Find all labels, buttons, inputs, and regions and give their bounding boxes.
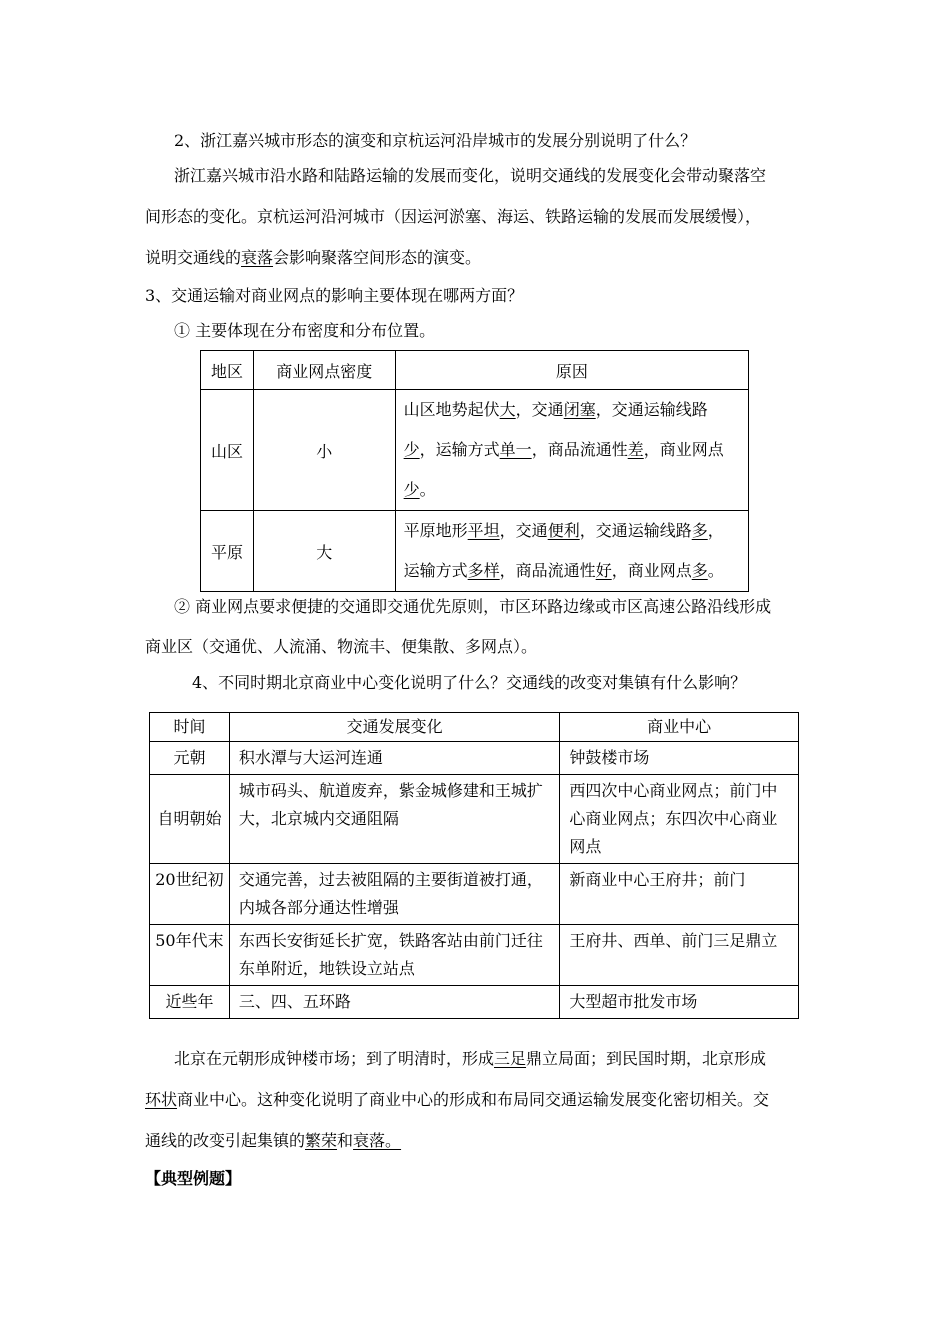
q3-point-1: ① 主要体现在分布密度和分布位置。 [174,321,436,340]
q4-title: 4、不同时期北京商业中心变化说明了什么？交通线的改变对集镇有什么影响？ [192,673,747,692]
center-cell: 新商业中心王府井；前门 [560,864,799,925]
q2-answer-line-1: 浙江嘉兴城市沿水路和陆路运输的发展而变化，说明交通线的发展变化会带动聚落空 [174,166,767,185]
q2-answer-line-2: 间形态的变化。京杭运河沿河城市（因运河淤塞、海运、铁路运输的发展而发展缓慢）， [145,207,762,226]
header-region: 地区 [201,351,254,390]
header-traffic: 交通发展变化 [229,713,559,742]
q4-answer-line-3: 通线的改变引起集镇的繁荣和衰落。 [145,1131,402,1150]
q3-title: 3、交通运输对商业网点的影响主要体现在哪两方面？ [145,286,524,305]
center-cell: 钟鼓楼市场 [560,742,799,775]
density-table [200,350,749,592]
center-cell: 西四次中心商业网点；前门中心商业网点；东四次中心商业网点 [560,775,799,864]
table-row [150,742,799,775]
header-reason: 原因 [395,351,748,390]
region-plain: 平原 [201,511,254,592]
traffic-cell: 三、四、五环路 [229,986,559,1019]
table-row [150,864,799,925]
density-plain: 大 [253,511,395,592]
reason-mountain: 山区地势起伏大，交通闭塞，交通运输线路 少，运输方式单一，商品流通性差，商业网点 少。 [395,390,748,511]
table-row [150,775,799,864]
q3-point-2-line-1: ② 商业网点要求便捷的交通即交通优先原则，市区环路边缘或市区高速公路沿线形成 [174,597,772,616]
region-mountain: 山区 [201,390,254,511]
q2-answer-line-3: 说明交通线的衰落会影响聚落空间形态的演变。 [145,248,482,267]
header-density: 商业网点密度 [253,351,395,390]
time-cell: 50年代末 [150,925,230,986]
q2-title: 2、浙江嘉兴城市形态的演变和京杭运河沿岸城市的发展分别说明了什么？ [174,131,697,150]
table-row [150,986,799,1019]
table-row [201,390,749,511]
beijing-commerce-table [149,712,799,1019]
q4-answer-line-1: 北京在元朝形成钟楼市场；到了明清时，形成三足鼎立局面；到民国时期，北京形成 [174,1049,767,1068]
traffic-cell: 交通完善，过去被阻隔的主要街道被打通，内城各部分通达性增强 [229,864,559,925]
q4-answer-line-2: 环状商业中心。这种变化说明了商业中心的形成和布局同交通运输发展变化密切相关。交 [145,1090,770,1109]
time-cell: 近些年 [150,986,230,1019]
header-center: 商业中心 [560,713,799,742]
q3-point-2-line-2: 商业区（交通优、人流涌、物流丰、便集散、多网点）。 [145,637,538,656]
header-time: 时间 [150,713,230,742]
traffic-cell: 积水潭与大运河连通 [229,742,559,775]
table-row [150,925,799,986]
time-cell: 20世纪初 [150,864,230,925]
time-cell: 元朝 [150,742,230,775]
reason-plain: 平原地形平坦，交通便利，交通运输线路多， 运输方式多样，商品流通性好，商业网点多。 [395,511,748,592]
center-cell: 大型超市批发市场 [560,986,799,1019]
example-heading: 【典型例题】 [145,1169,242,1188]
density-mountain: 小 [253,390,395,511]
time-cell: 自明朝始 [150,775,230,864]
traffic-cell: 城市码头、航道废弃，紫金城修建和王城扩大，北京城内交通阻隔 [229,775,559,864]
table-row [201,511,749,592]
center-cell: 王府井、西单、前门三足鼎立 [560,925,799,986]
traffic-cell: 东西长安街延长扩宽，铁路客站由前门迁往东单附近，地铁设立站点 [229,925,559,986]
